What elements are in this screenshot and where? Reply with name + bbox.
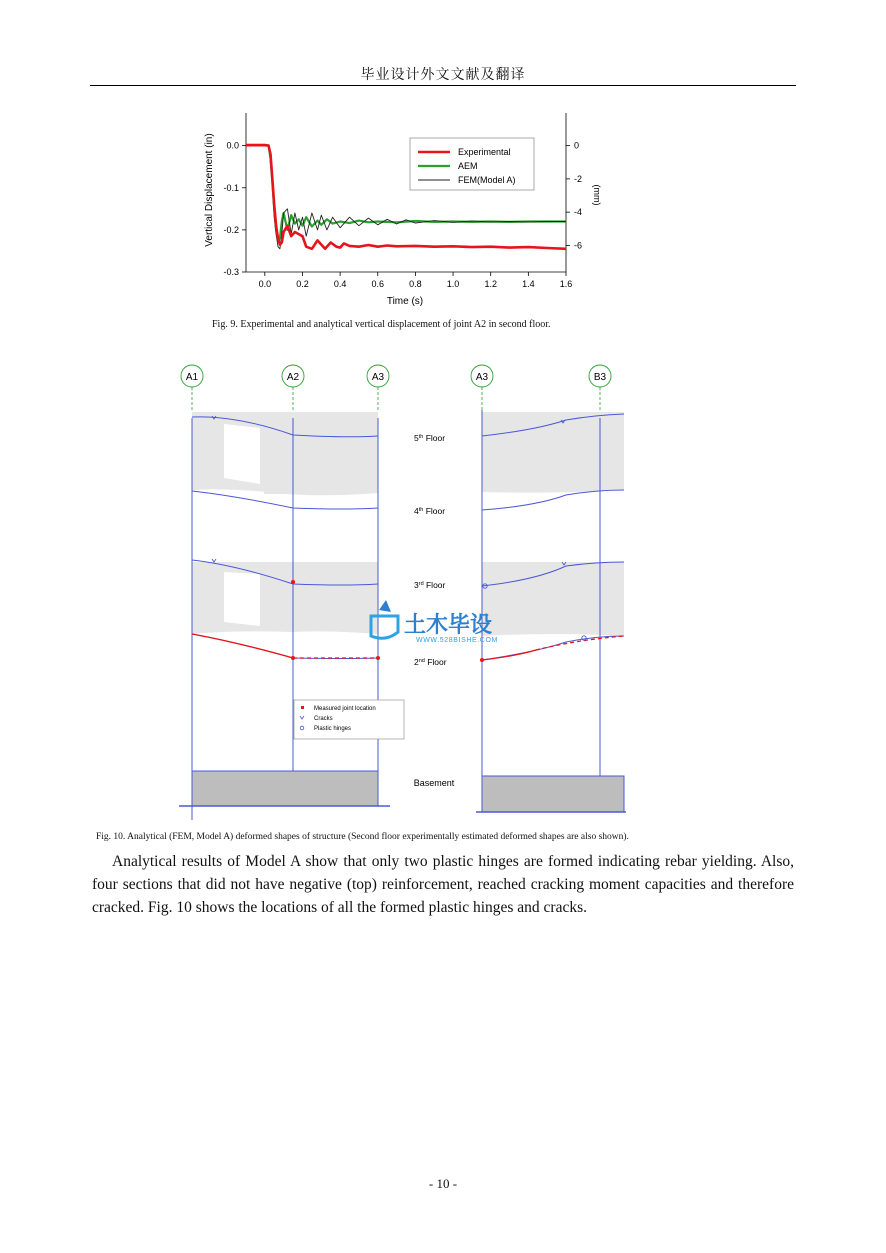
measured-joint-marker (291, 580, 295, 584)
fig9-x-tick-label: 0.4 (333, 279, 347, 289)
crack-marker (212, 559, 216, 562)
fig9-y-tick-label: -0.3 (223, 267, 239, 277)
floor-label: 3rd Floor (414, 580, 446, 590)
watermark-url: WWW.528BISHE.COM (416, 637, 498, 644)
measured-joint-marker (480, 658, 484, 662)
fig9-chart (196, 100, 608, 315)
measured-joint-marker (291, 656, 295, 660)
fig10-legend (294, 700, 404, 739)
plastic-hinge-marker (582, 636, 586, 640)
measured-joint-marker (376, 656, 380, 660)
axis-bubble-label: A1 (185, 372, 199, 383)
fig9-legend-label: AEM (458, 161, 478, 171)
fig9-y2-tick-label: 0 (574, 140, 580, 151)
left-exp-solid (192, 634, 293, 658)
basement-label: Basement (413, 778, 455, 788)
fig9-x-tick-label: 0.8 (409, 279, 422, 289)
fig9-y-tick-label: 0.0 (226, 140, 239, 151)
right-beam-2nd (482, 636, 624, 660)
fig9-legend-label: FEM(Model A) (458, 175, 516, 185)
left-panel-5th-right (264, 412, 342, 494)
left-panel-3rd (192, 562, 378, 634)
header-rule (90, 85, 796, 86)
watermark-text: 土木毕设 (404, 612, 493, 637)
fig10-diagram (176, 360, 630, 820)
body-paragraph: Analytical results of Model A show that only two plastic hinges are formed indicating rebar yielding. Also, four sections that did not have negative (top) reinforcement, reached cracking moment capacities and therefore cracked. Fig. 10 shows the locations of all the formed plastic hinges and cracks. (92, 853, 794, 916)
watermark-logo (371, 600, 498, 644)
floor-label: 4th Floor (414, 506, 446, 516)
fig10-axis-lines (181, 365, 611, 412)
fig9-legend-label: Experimental (458, 147, 511, 157)
basement (179, 771, 626, 812)
fig9-y2-tick-label: -2 (574, 173, 583, 184)
axis-bubble-label: B3 (593, 372, 607, 383)
fig9-y2-tick-label: -4 (574, 207, 583, 218)
watermark-emblem-top (379, 600, 391, 612)
right-basement-block (482, 776, 624, 812)
right-beam-4th (482, 490, 624, 510)
page-number: - 10 - (428, 1176, 458, 1191)
fig10-caption: Fig. 10. Analytical (FEM, Model A) deformed shapes of structure (Second floor experimentally estimated deformed shapes are also shown). (96, 832, 629, 842)
left-basement-block (192, 771, 378, 806)
experimental-shapes (192, 634, 624, 660)
floor-label: 5th Floor (414, 433, 446, 443)
right-exp-dashed (536, 636, 624, 650)
fig9-y2-tick-label: -6 (574, 240, 583, 251)
fig9-x-axis-label: Time (s) (386, 296, 424, 307)
floor-label: 2nd Floor (414, 657, 447, 667)
fig9-y-tick-label: -0.2 (223, 224, 239, 235)
page-header: 毕业设计外文文献及翻译 (360, 67, 526, 83)
fig9-x-tick-label: 1.0 (446, 279, 460, 289)
left-beam-2nd (192, 634, 378, 659)
fig9-caption: Fig. 9. Experimental and analytical vertical displacement of joint A2 in second floor. (212, 319, 551, 330)
legend-cracks-label: Cracks (314, 716, 333, 722)
right-frame-panels (482, 412, 624, 636)
fig9-x-tick-label: 1.2 (484, 279, 497, 289)
legend-measured-symbol (301, 706, 304, 709)
fig9-y2-axis-label: (mm) (592, 184, 602, 206)
fig9-legend (410, 138, 534, 190)
legend-hinges-label: Plastic hinges (314, 726, 352, 732)
fig9-x-tick-label: 0.2 (296, 279, 309, 289)
fig9-y-tick-label: -0.1 (223, 182, 239, 193)
axis-bubble-label: A3 (371, 372, 385, 383)
fig9-y-axis-label: Vertical Displacement (in) (204, 133, 215, 247)
axis-bubble-label: A2 (286, 372, 300, 383)
left-frame-panels (192, 412, 378, 634)
fig9-x-tick-label: 1.6 (559, 279, 573, 289)
fig9-x-tick-label: 1.4 (522, 279, 535, 289)
axis-bubble-label: A3 (475, 372, 489, 383)
fig9-x-tick-label: 0.6 (371, 279, 385, 289)
right-panel-3rd (482, 562, 624, 636)
fig9-x-tick-label: 0.0 (258, 279, 272, 289)
legend-measured-label: Measured joint location (314, 706, 376, 712)
